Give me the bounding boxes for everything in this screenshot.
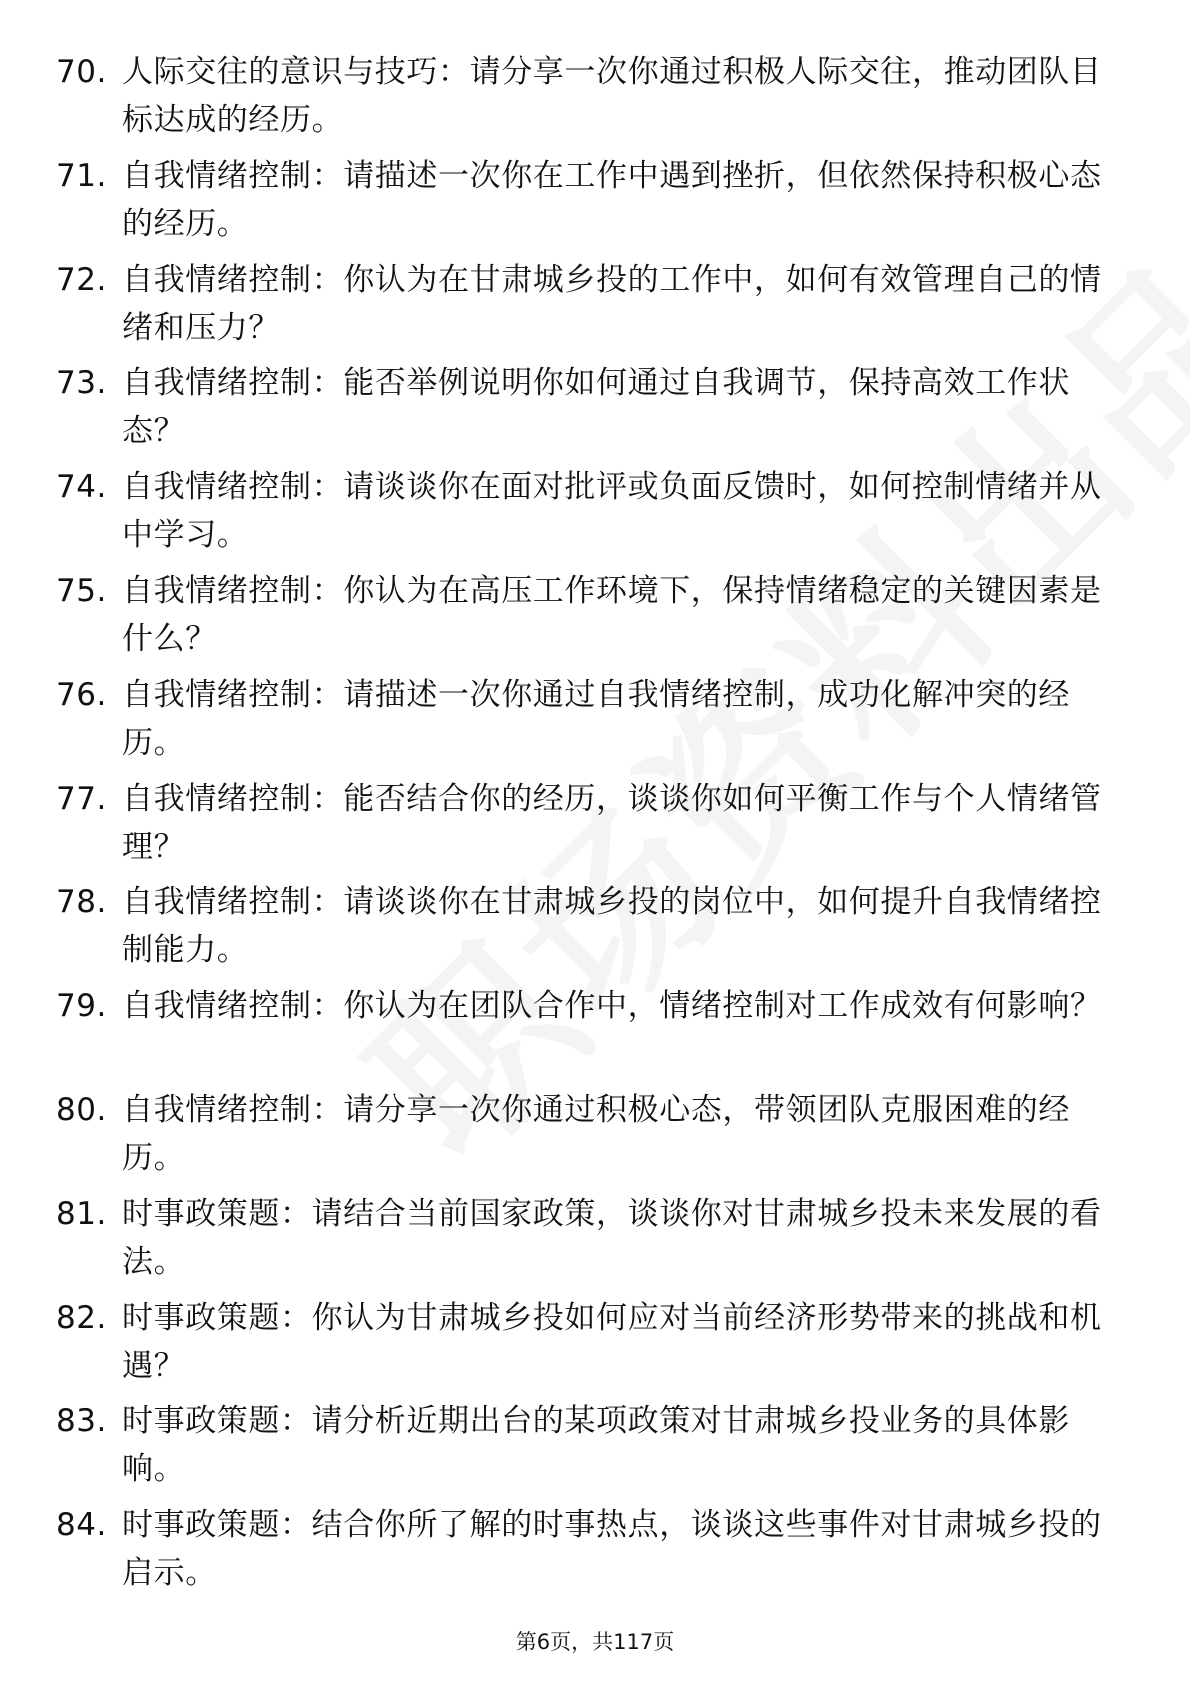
- question-text: 自我情绪控制：能否结合你的经历，谈谈你如何平衡工作与个人情绪管理？: [122, 780, 1102, 865]
- question-text: 时事政策题：请分析近期出台的某项政策对甘肃城乡投业务的具体影响。: [122, 1403, 1070, 1488]
- question-text: 自我情绪控制：请分享一次你通过积极心态，带领团队克服困难的经历。: [122, 1091, 1070, 1176]
- list-item: [56, 775, 1116, 879]
- question-number: 77.: [56, 780, 107, 817]
- question-text: 自我情绪控制：请谈谈你在面对批评或负面反馈时，如何控制情绪并从中学习。: [122, 469, 1102, 554]
- question-number: 74.: [56, 469, 107, 506]
- question-number: 79.: [56, 988, 107, 1025]
- list-item: [56, 463, 1116, 567]
- question-text: 时事政策题：你认为甘肃城乡投如何应对当前经济形势带来的挑战和机遇？: [122, 1299, 1102, 1384]
- list-item: [56, 48, 1116, 152]
- list-item: [56, 256, 1116, 360]
- question-number: 71.: [56, 157, 107, 194]
- question-number: 81.: [56, 1195, 107, 1232]
- list-item: [56, 982, 1116, 1086]
- question-number: 78.: [56, 884, 107, 921]
- question-text: 自我情绪控制：请描述一次你通过自我情绪控制，成功化解冲突的经历。: [122, 676, 1070, 761]
- question-text: 自我情绪控制：你认为在甘肃城乡投的工作中，如何有效管理自己的情绪和压力？: [122, 261, 1102, 346]
- question-number: 75.: [56, 572, 107, 609]
- page-number-footer: 第6页，共117页: [515, 1630, 675, 1654]
- question-text: 自我情绪控制：请谈谈你在甘肃城乡投的岗位中，如何提升自我情绪控制能力。: [122, 884, 1102, 969]
- question-number: 83.: [56, 1403, 107, 1440]
- list-item: [56, 152, 1116, 256]
- list-item: [56, 1086, 1116, 1190]
- list-item: [56, 1397, 1116, 1501]
- list-item: [56, 567, 1116, 671]
- question-number: 70.: [56, 54, 107, 90]
- question-text: 自我情绪控制：你认为在团队合作中，情绪控制对工作成效有何影响？: [122, 988, 1102, 1025]
- question-text: 自我情绪控制：能否举例说明你如何通过自我调节，保持高效工作状态？: [122, 365, 1070, 450]
- question-number: 80.: [56, 1091, 107, 1128]
- list-item: [56, 359, 1116, 463]
- question-text: 时事政策题：结合你所了解的时事热点，谈谈这些事件对甘肃城乡投的启示。: [122, 1507, 1102, 1592]
- question-text: 自我情绪控制：你认为在高压工作环境下，保持情绪稳定的关键因素是什么？: [122, 572, 1102, 657]
- list-item: [56, 671, 1116, 775]
- question-number: 72.: [56, 261, 107, 298]
- list-item: [56, 1501, 1116, 1605]
- question-number: 76.: [56, 676, 107, 713]
- question-number: 84.: [56, 1507, 107, 1544]
- question-number: 82.: [56, 1299, 107, 1336]
- list-item: [56, 1294, 1116, 1398]
- question-text: 自我情绪控制：请描述一次你在工作中遇到挫折，但依然保持积极心态的经历。: [122, 157, 1102, 242]
- list-item: [56, 1190, 1116, 1294]
- question-text: 时事政策题：请结合当前国家政策，谈谈你对甘肃城乡投未来发展的看法。: [122, 1195, 1102, 1280]
- question-number: 73.: [56, 365, 107, 402]
- list-item: [56, 878, 1116, 982]
- question-list: [56, 48, 1116, 1605]
- question-text: 人际交往的意识与技巧：请分享一次你通过积极人际交往，推动团队目标达成的经历。: [122, 54, 1102, 138]
